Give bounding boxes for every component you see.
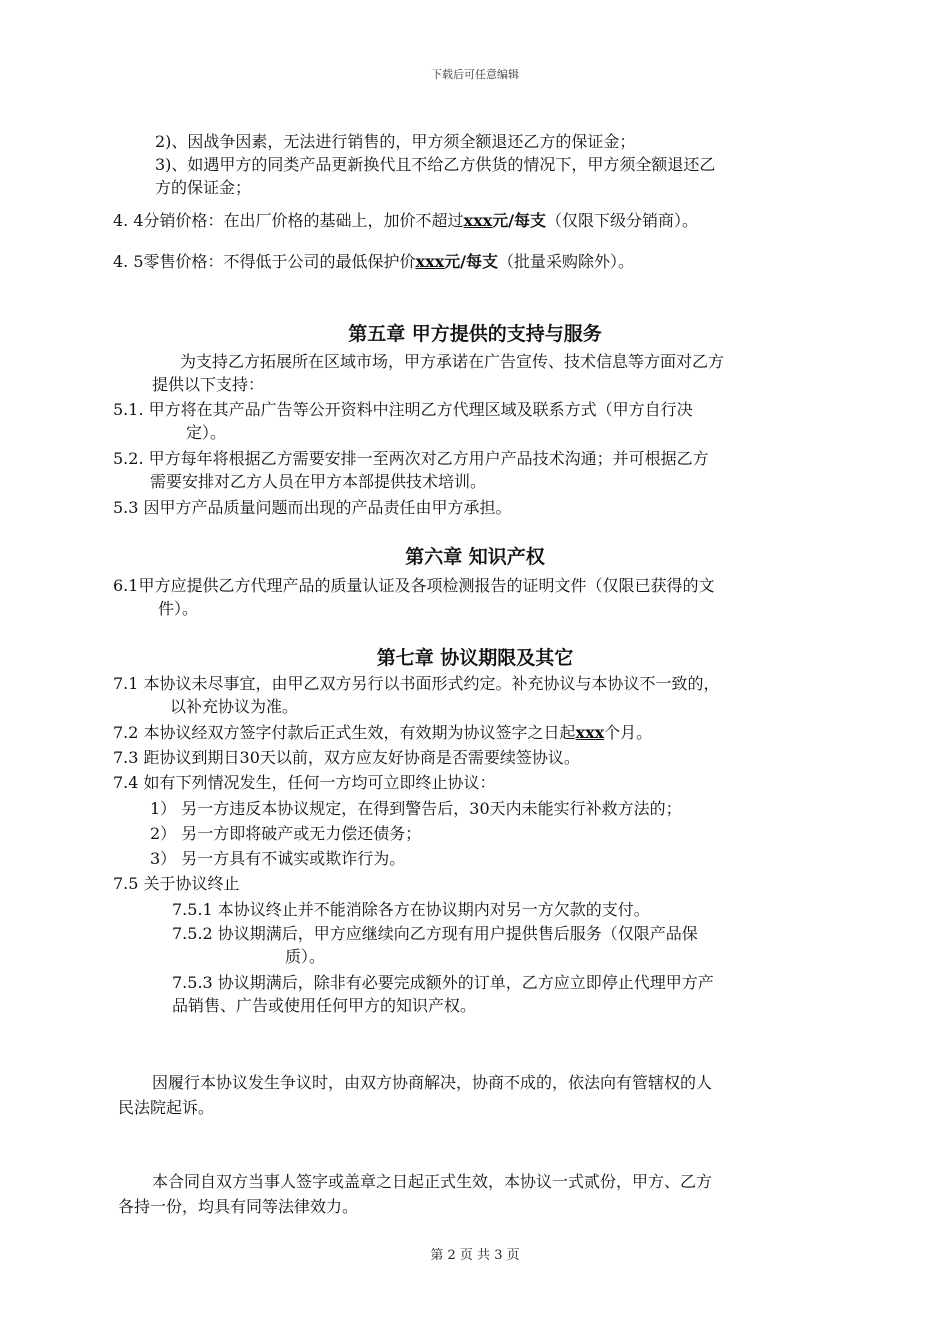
clause-5-2-line-1: 5.2. 甲方每年将根据乙方需要安排一至两次对乙方用户产品技术沟通；并可根据乙方 bbox=[113, 449, 709, 468]
effect-paragraph-line-1: 本合同自双方当事人签字或盖章之日起正式生效，本协议一式贰份，甲方、乙方 bbox=[152, 1172, 713, 1191]
clause-4-4-prefix: 4. 4分销价格：在出厂价格的基础上，加价不超过 bbox=[113, 211, 464, 230]
clause-4-3-item-3-line-2: 方的保证金； bbox=[155, 178, 252, 197]
clause-4-4-value: xxx bbox=[463, 211, 493, 230]
clause-7-1-line-2: 以补充协议为准。 bbox=[170, 697, 299, 716]
clause-4-5-unit: 元/每支 bbox=[444, 252, 499, 271]
chapter-5-intro-line-2: 提供以下支持： bbox=[152, 375, 265, 394]
clause-6-1-line-2: 件）。 bbox=[158, 599, 199, 618]
page-footer: 第 2 页 共 3 页 bbox=[430, 1248, 520, 1263]
clause-7-2-prefix: 7.2 本协议经双方签字付款后正式生效，有效期为协议签字之日起 bbox=[113, 723, 576, 742]
clause-7-5-1: 7.5.1 本协议终止并不能消除各方在协议期内对另一方欠款的支付。 bbox=[172, 900, 650, 919]
clause-7-4: 7.4 如有下列情况发生，任何一方均可立即终止协议： bbox=[113, 773, 496, 792]
chapter-5-title: 第五章 甲方提供的支持与服务 bbox=[348, 323, 602, 345]
clause-7-5-3-line-2: 品销售、广告或使用任何甲方的知识产权。 bbox=[172, 996, 477, 1015]
clause-7-2-suffix: 个月。 bbox=[604, 723, 653, 742]
clause-7-3: 7.3 距协议到期日30天以前，双方应友好协商是否需要续签协议。 bbox=[113, 748, 580, 767]
clause-7-5-2-line-1: 7.5.2 协议期满后，甲方应继续向乙方现有用户提供售后服务（仅限产品保 bbox=[172, 924, 698, 943]
clause-4-5-value: xxx bbox=[415, 252, 445, 271]
clause-4-4 bbox=[113, 209, 698, 232]
clause-4-5 bbox=[113, 250, 634, 273]
clause-4-4-suffix: （仅限下级分销商）。 bbox=[546, 211, 699, 230]
clause-6-1-line-1: 6.1甲方应提供乙方代理产品的质量认证及各项检测报告的证明文件（仅限已获得的文 bbox=[113, 576, 715, 595]
dispute-paragraph-line-2: 民法院起诉。 bbox=[118, 1098, 215, 1117]
dispute-paragraph-line-1: 因履行本协议发生争议时，由双方协商解决，协商不成的，依法向有管辖权的人 bbox=[152, 1073, 713, 1092]
clause-4-4-unit: 元/每支 bbox=[492, 211, 547, 230]
clause-5-3: 5.3 因甲方产品质量问题而出现的产品责任由甲方承担。 bbox=[113, 498, 512, 517]
clause-5-2-line-2: 需要安排对乙方人员在甲方本部提供技术培训。 bbox=[150, 472, 487, 491]
clause-4-3-item-3-line-1: 3)、如遇甲方的同类产品更新换代且不给乙方供货的情况下，甲方须全额退还乙 bbox=[155, 155, 716, 174]
clause-5-1-line-1: 5.1. 甲方将在其产品广告等公开资料中注明乙方代理区域及联系方式（甲方自行决 bbox=[113, 400, 693, 419]
chapter-6-title: 第六章 知识产权 bbox=[405, 546, 545, 568]
clause-7-5-3-line-1: 7.5.3 协议期满后，除非有必要完成额外的订单，乙方应立即停止代理甲方产 bbox=[172, 973, 714, 992]
clause-5-1-line-2: 定）。 bbox=[186, 423, 227, 442]
page-header: 下载后可任意编辑 bbox=[431, 68, 519, 81]
chapter-7-title: 第七章 协议期限及其它 bbox=[376, 647, 574, 669]
clause-7-5: 7.5 关于协议终止 bbox=[113, 874, 240, 893]
clause-7-4-item-2: 2） 另一方即将破产或无力偿还债务； bbox=[150, 824, 422, 843]
clause-7-4-item-3: 3） 另一方具有不诚实或欺诈行为。 bbox=[150, 849, 406, 868]
chapter-5-intro-line-1: 为支持乙方拓展所在区域市场，甲方承诺在广告宣传、技术信息等方面对乙方 bbox=[180, 352, 725, 371]
clause-7-2 bbox=[113, 721, 652, 744]
effect-paragraph-line-2: 各持一份，均具有同等法律效力。 bbox=[118, 1197, 359, 1216]
clause-7-4-item-1: 1） 另一方违反本协议规定，在得到警告后，30天内未能实行补救方法的； bbox=[150, 799, 682, 818]
clause-4-5-prefix: 4. 5零售价格：不得低于公司的最低保护价 bbox=[113, 252, 416, 271]
clause-4-5-suffix: （批量采购除外）。 bbox=[498, 252, 635, 271]
clause-7-2-value: xxx bbox=[575, 723, 605, 742]
clause-4-3-item-2: 2)、因战争因素，无法进行销售的，甲方须全额退还乙方的保证金； bbox=[155, 132, 636, 151]
clause-7-5-2-line-2: 质）。 bbox=[285, 947, 326, 966]
clause-7-1-line-1: 7.1 本协议未尽事宜，由甲乙双方另行以书面形式约定。补充协议与本协议不一致的， bbox=[113, 674, 720, 693]
